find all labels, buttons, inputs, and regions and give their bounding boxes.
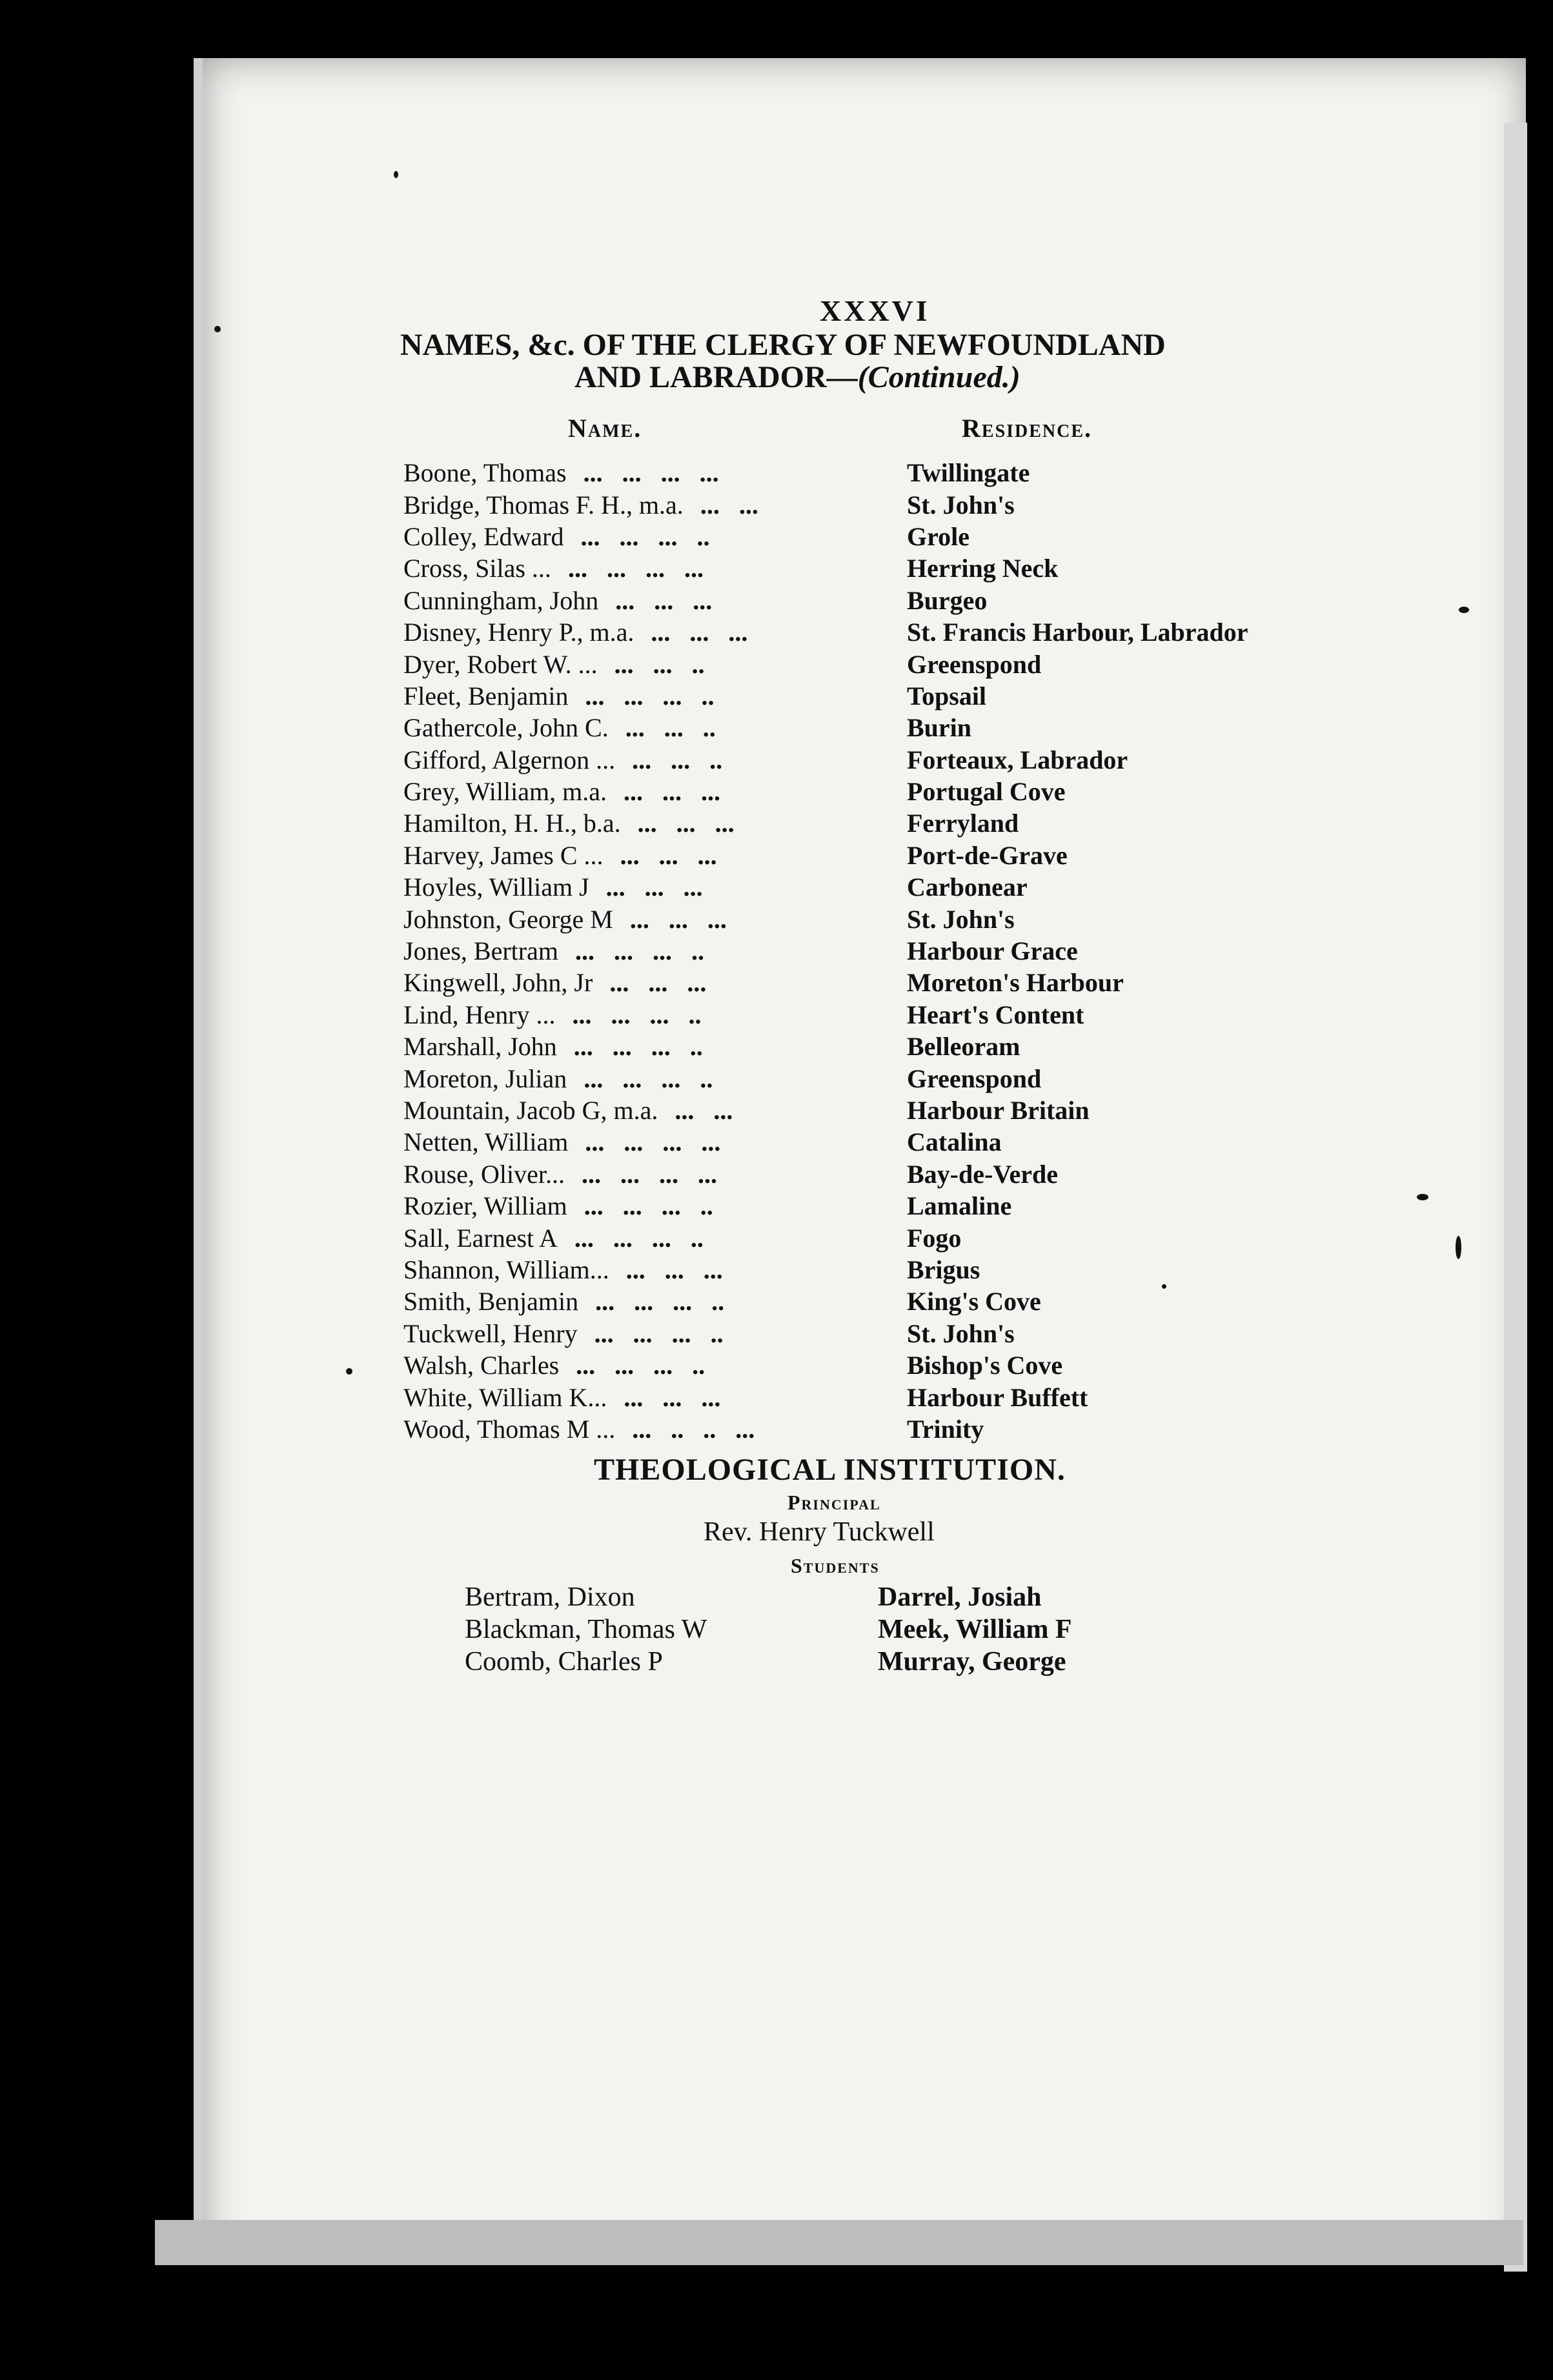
principal-heading: Principal bbox=[787, 1491, 881, 1514]
clergy-name: Walsh, Charles bbox=[403, 1351, 560, 1380]
dot-leader: ... ... ... .. bbox=[585, 681, 715, 711]
student-name: Bertram, Dixon bbox=[465, 1582, 635, 1612]
ink-speck bbox=[1162, 1284, 1166, 1289]
clergy-name-cell bbox=[403, 617, 907, 647]
clergy-name-cell bbox=[403, 1382, 907, 1413]
clergy-row bbox=[403, 999, 1372, 1031]
dot-leader: ... ... ... ... bbox=[581, 1159, 717, 1189]
clergy-residence: Lamaline bbox=[907, 1191, 1012, 1221]
clergy-name-cell bbox=[403, 458, 907, 488]
clergy-name: Bridge, Thomas F. H., m.a. bbox=[403, 490, 684, 519]
clergy-residence: Twillingate bbox=[907, 458, 1030, 488]
clergy-name-cell bbox=[403, 872, 907, 902]
student-row bbox=[465, 1646, 1239, 1678]
clergy-row bbox=[403, 648, 1372, 680]
clergy-name-cell bbox=[403, 1031, 907, 1062]
clergy-name-cell bbox=[403, 904, 907, 934]
clergy-name-cell bbox=[403, 967, 907, 998]
dot-leader: ... .. .. ... bbox=[632, 1414, 755, 1444]
clergy-name: Boone, Thomas bbox=[403, 458, 567, 488]
clergy-name: Cross, Silas ... bbox=[403, 554, 551, 583]
clergy-name-cell bbox=[403, 490, 907, 520]
dot-leader: ... ... ... bbox=[605, 872, 703, 902]
clergy-name: Netten, William bbox=[403, 1127, 569, 1157]
clergy-name: Harvey, James C ... bbox=[403, 840, 604, 870]
clergy-residence: Greenspond bbox=[907, 649, 1042, 679]
clergy-row bbox=[403, 1094, 1372, 1126]
dot-leader: ... ... ... .. bbox=[594, 1318, 724, 1348]
clergy-name-cell bbox=[403, 585, 907, 616]
clergy-row bbox=[403, 680, 1372, 712]
clergy-residence: Greenspond bbox=[907, 1064, 1042, 1093]
dot-leader: ... ... ... bbox=[624, 1382, 721, 1412]
clergy-residence: Carbonear bbox=[907, 872, 1028, 902]
clergy-row bbox=[403, 935, 1372, 967]
clergy-name: Rozier, William bbox=[403, 1191, 567, 1221]
students-list bbox=[465, 1581, 1239, 1678]
dot-leader: ... ... ... .. bbox=[573, 1032, 703, 1062]
title-line-2 bbox=[400, 361, 1368, 394]
clergy-residence: Belleoram bbox=[907, 1032, 1020, 1062]
clergy-row bbox=[403, 585, 1372, 616]
dot-leader: ... ... ... ... bbox=[567, 554, 704, 583]
student-name: Meek, William F bbox=[878, 1615, 1072, 1644]
clergy-name: Lind, Henry ... bbox=[403, 1000, 556, 1029]
clergy-residence: St. John's bbox=[907, 490, 1015, 519]
clergy-row bbox=[403, 1062, 1372, 1094]
clergy-residence: Moreton's Harbour bbox=[907, 968, 1124, 998]
clergy-name-cell bbox=[403, 808, 907, 838]
dot-leader: ... ... ... bbox=[623, 777, 720, 807]
ink-speck bbox=[1456, 1236, 1461, 1259]
clergy-name: Shannon, William... bbox=[403, 1255, 609, 1284]
student-name: Coomb, Charles P bbox=[465, 1647, 663, 1677]
clergy-residence: Burin bbox=[907, 713, 972, 743]
clergy-name: Fleet, Benjamin bbox=[403, 681, 569, 711]
ink-speck bbox=[346, 1368, 352, 1375]
clergy-name: Hamilton, H. H., b.a. bbox=[403, 809, 621, 838]
clergy-name: Tuckwell, Henry bbox=[403, 1318, 578, 1348]
dot-leader: ... ... ... bbox=[629, 904, 727, 934]
clergy-name-cell bbox=[403, 1223, 907, 1253]
clergy-row bbox=[403, 967, 1372, 998]
clergy-name: Rouse, Oliver... bbox=[403, 1159, 565, 1189]
clergy-row bbox=[403, 871, 1372, 903]
clergy-name-cell bbox=[403, 1127, 907, 1157]
clergy-name: Cunningham, John bbox=[403, 585, 599, 615]
clergy-residence: Port-de-Grave bbox=[907, 840, 1068, 870]
dot-leader: ... ... ... bbox=[625, 1255, 723, 1284]
clergy-name: Sall, Earnest A bbox=[403, 1223, 558, 1253]
clergy-name-cell bbox=[403, 712, 907, 743]
clergy-row bbox=[403, 807, 1372, 839]
clergy-name-cell bbox=[403, 1318, 907, 1349]
dot-leader: ... ... .. bbox=[625, 713, 716, 743]
clergy-residence: Trinity bbox=[907, 1414, 984, 1444]
clergy-name: Colley, Edward bbox=[403, 521, 564, 551]
clergy-name-cell bbox=[403, 521, 907, 552]
title-continued: (Continued.) bbox=[857, 360, 1020, 394]
dot-leader: ... ... ... ... bbox=[583, 458, 719, 488]
clergy-row bbox=[403, 744, 1372, 776]
clergy-name: Kingwell, John, Jr bbox=[403, 968, 593, 998]
dot-leader: ... ... ... .. bbox=[584, 1191, 713, 1221]
clergy-row bbox=[403, 1158, 1372, 1190]
clergy-residence: Harbour Buffett bbox=[907, 1382, 1088, 1412]
clergy-name: Moreton, Julian bbox=[403, 1064, 567, 1093]
clergy-residence: Portugal Cove bbox=[907, 777, 1066, 807]
clergy-residence: Grole bbox=[907, 521, 970, 551]
clergy-residence: Catalina bbox=[907, 1127, 1002, 1157]
dot-leader: ... ... .. bbox=[632, 745, 723, 774]
clergy-name: Johnston, George M bbox=[403, 904, 613, 934]
clergy-row bbox=[403, 1349, 1372, 1381]
clergy-row bbox=[403, 489, 1372, 520]
clergy-residence: St. Francis Harbour, Labrador bbox=[907, 618, 1248, 647]
clergy-name: Wood, Thomas M ... bbox=[403, 1414, 616, 1444]
principal-name: Rev. Henry Tuckwell bbox=[704, 1517, 935, 1547]
dot-leader: ... ... ... ... bbox=[585, 1127, 721, 1157]
clergy-name-cell bbox=[403, 1095, 907, 1125]
clergy-row bbox=[403, 521, 1372, 552]
clergy-name-cell bbox=[403, 840, 907, 871]
clergy-name-cell bbox=[403, 1255, 907, 1285]
page-title bbox=[400, 329, 1368, 394]
clergy-residence: Heart's Content bbox=[907, 1000, 1084, 1029]
paper-bottom-edge bbox=[155, 2220, 1523, 2265]
clergy-name-cell bbox=[403, 649, 907, 680]
clergy-row bbox=[403, 1190, 1372, 1222]
clergy-residence: Bay-de-Verde bbox=[907, 1159, 1059, 1189]
clergy-residence: Forteaux, Labrador bbox=[907, 745, 1128, 774]
clergy-name: Gifford, Algernon ... bbox=[403, 745, 616, 774]
dot-leader: ... ... ... .. bbox=[576, 1351, 705, 1380]
student-row bbox=[465, 1581, 1239, 1613]
clergy-name: Dyer, Robert W. ... bbox=[403, 649, 598, 679]
ink-speck bbox=[394, 171, 398, 178]
clergy-name-cell bbox=[403, 1191, 907, 1221]
clergy-residence: Harbour Britain bbox=[907, 1096, 1090, 1125]
title-line-1: NAMES, &c. OF THE CLERGY OF NEWFOUNDLAND bbox=[400, 328, 1166, 362]
page-number: XXXVI bbox=[820, 294, 930, 327]
dot-leader: ... ... ... bbox=[615, 585, 713, 615]
clergy-row bbox=[403, 712, 1372, 743]
clergy-name-cell bbox=[403, 1414, 907, 1444]
dot-leader: ... ... ... .. bbox=[580, 521, 710, 551]
clergy-name: Jones, Bertram bbox=[403, 936, 558, 966]
clergy-name-cell bbox=[403, 745, 907, 775]
clergy-name-cell bbox=[403, 1159, 907, 1189]
ink-speck bbox=[1417, 1194, 1428, 1200]
dot-leader: ... ... ... bbox=[609, 968, 707, 998]
student-row bbox=[465, 1613, 1239, 1646]
clergy-name-cell bbox=[403, 553, 907, 583]
institution-title: THEOLOGICAL INSTITUTION. bbox=[594, 1453, 1066, 1487]
clergy-name: White, William K... bbox=[403, 1382, 607, 1412]
dot-leader: ... ... ... bbox=[620, 840, 717, 870]
clergy-list bbox=[403, 457, 1372, 1445]
clergy-name-cell bbox=[403, 681, 907, 711]
column-header-residence: Residence. bbox=[962, 414, 1093, 443]
dot-leader: ... ... ... bbox=[651, 618, 748, 647]
dot-leader: ... ... ... .. bbox=[572, 1000, 702, 1029]
column-header-name: Name. bbox=[568, 414, 642, 443]
clergy-name-cell bbox=[403, 1286, 907, 1316]
clergy-row bbox=[403, 1126, 1372, 1158]
student-name: Darrel, Josiah bbox=[878, 1582, 1042, 1612]
dot-leader: ... ... .. bbox=[614, 649, 705, 679]
clergy-residence: Ferryland bbox=[907, 809, 1019, 838]
clergy-row bbox=[403, 616, 1372, 648]
clergy-name-cell bbox=[403, 1350, 907, 1380]
clergy-name-cell bbox=[403, 936, 907, 966]
clergy-row bbox=[403, 1286, 1372, 1317]
clergy-residence: Harbour Grace bbox=[907, 936, 1078, 966]
paper-edge bbox=[1504, 123, 1527, 2272]
clergy-residence: St. John's bbox=[907, 904, 1015, 934]
student-name: Blackman, Thomas W bbox=[465, 1615, 707, 1644]
clergy-name: Gathercole, John C. bbox=[403, 713, 609, 743]
dot-leader: ... ... ... .. bbox=[595, 1287, 725, 1316]
dot-leader: ... ... ... bbox=[637, 809, 735, 838]
clergy-residence: Burgeo bbox=[907, 585, 988, 615]
clergy-residence: King's Cove bbox=[907, 1287, 1041, 1316]
student-name: Murray, George bbox=[878, 1647, 1066, 1677]
clergy-residence: Herring Neck bbox=[907, 554, 1059, 583]
clergy-row bbox=[403, 776, 1372, 807]
clergy-name: Marshall, John bbox=[403, 1032, 557, 1062]
students-heading: Students bbox=[791, 1554, 880, 1577]
clergy-name: Smith, Benjamin bbox=[403, 1287, 579, 1316]
clergy-name: Grey, William, m.a. bbox=[403, 777, 607, 807]
clergy-row bbox=[403, 1318, 1372, 1349]
clergy-name-cell bbox=[403, 1064, 907, 1094]
clergy-name-cell bbox=[403, 776, 907, 807]
clergy-row bbox=[403, 840, 1372, 871]
dot-leader: ... ... ... .. bbox=[574, 936, 704, 966]
clergy-name: Mountain, Jacob G, m.a. bbox=[403, 1096, 658, 1125]
clergy-residence: Bishop's Cove bbox=[907, 1351, 1063, 1380]
clergy-row bbox=[403, 552, 1372, 584]
clergy-name: Hoyles, William J bbox=[403, 872, 589, 902]
dot-leader: ... ... bbox=[700, 490, 758, 519]
clergy-name-cell bbox=[403, 1000, 907, 1030]
clergy-row bbox=[403, 1031, 1372, 1062]
clergy-row bbox=[403, 457, 1372, 489]
clergy-row bbox=[403, 1381, 1372, 1413]
clergy-residence: Topsail bbox=[907, 681, 987, 711]
clergy-row bbox=[403, 1254, 1372, 1286]
ink-speck bbox=[1459, 607, 1469, 613]
clergy-row bbox=[403, 903, 1372, 934]
dot-leader: ... ... bbox=[675, 1096, 733, 1125]
clergy-residence: Brigus bbox=[907, 1255, 980, 1284]
clergy-row bbox=[403, 1222, 1372, 1253]
dot-leader: ... ... ... .. bbox=[584, 1064, 713, 1093]
ink-speck bbox=[214, 326, 221, 332]
title-line-2-main: AND LABRADOR— bbox=[574, 360, 858, 394]
dot-leader: ... ... ... .. bbox=[574, 1223, 704, 1253]
clergy-residence: Fogo bbox=[907, 1223, 962, 1253]
clergy-name: Disney, Henry P., m.a. bbox=[403, 618, 634, 647]
clergy-row bbox=[403, 1413, 1372, 1445]
clergy-residence: St. John's bbox=[907, 1318, 1015, 1348]
